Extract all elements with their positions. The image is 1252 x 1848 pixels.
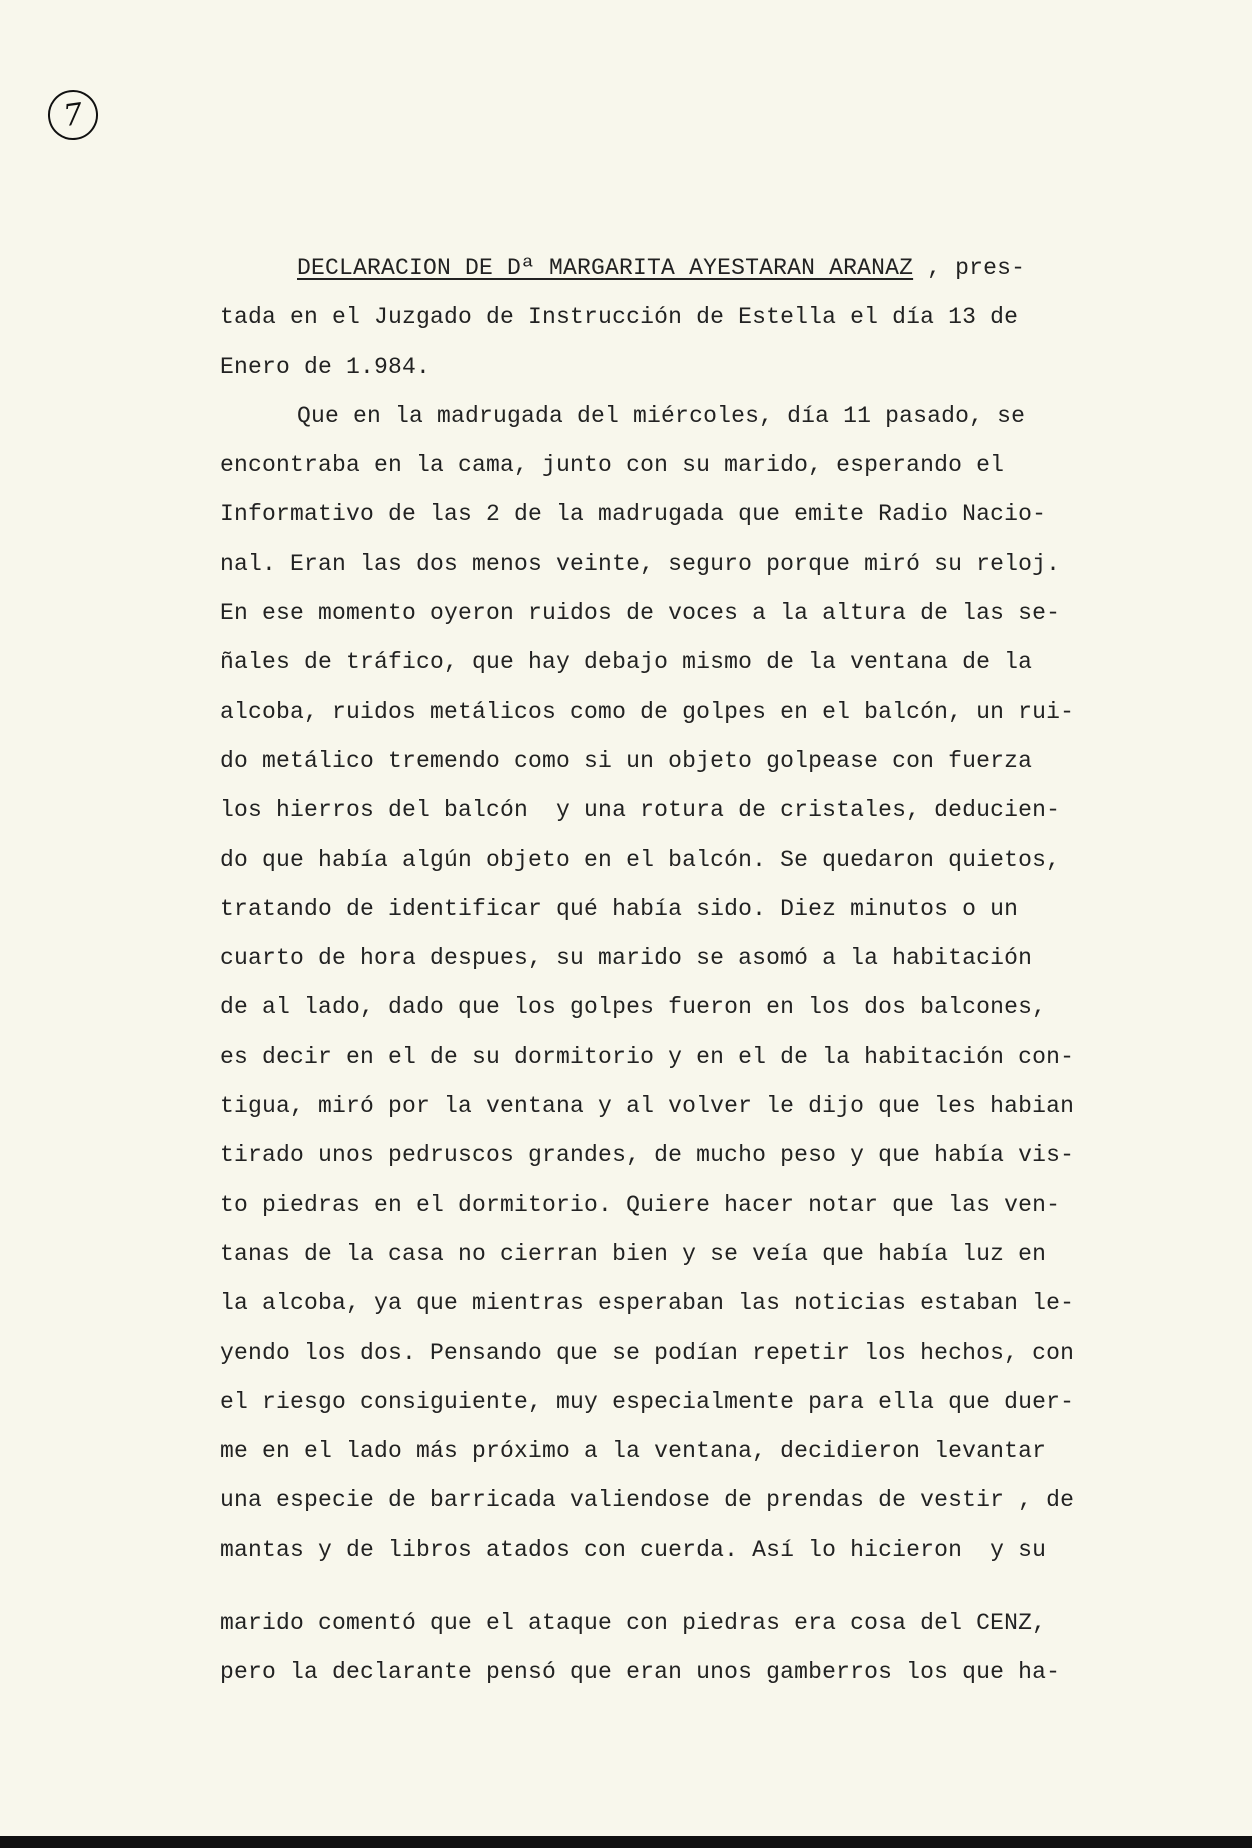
declaration-title: DECLARACION DE Dª MARGARITA AYESTARAN ARANAZ bbox=[297, 255, 914, 281]
text-line: tanas de la casa no cierran bien y se veía que había luz en bbox=[220, 1240, 1047, 1267]
text-line: tirado unos pedruscos grandes, de mucho peso y que había vis- bbox=[220, 1142, 1075, 1169]
text-line: Enero de 1.984. bbox=[220, 353, 431, 380]
text-line: mantas y de libros atados con cuerda. Así lo hicieron y su bbox=[220, 1536, 1047, 1563]
text-line: la alcoba, ya que mientras esperaban las noticias estaban le- bbox=[220, 1290, 1075, 1317]
text-line: tratando de identificar qué había sido. Diez minutos o un bbox=[220, 895, 1019, 922]
declaration-text bbox=[220, 244, 1150, 1698]
text-line: alcoba, ruidos metálicos como de golpes en el balcón, un rui- bbox=[220, 698, 1075, 725]
text-line: una especie de barricada valiendose de prendas de vestir , de bbox=[220, 1487, 1075, 1514]
text-line: de al lado, dado que los golpes fueron en los dos balcones, bbox=[220, 994, 1047, 1021]
text-line: Que en la madrugada del miércoles, día 11 pasado, se bbox=[297, 402, 1026, 429]
page-number-text: 7 bbox=[61, 96, 85, 134]
text-line: to piedras en el dormitorio. Quiere hacer notar que las ven- bbox=[220, 1191, 1061, 1218]
text-line: marido comentó que el ataque con piedras era cosa del CENZ, bbox=[220, 1610, 1047, 1637]
text-line: do que había algún objeto en el balcón. Se quedaron quietos, bbox=[220, 846, 1061, 873]
text-line: do metálico tremendo como si un objeto golpease con fuerza bbox=[220, 747, 1033, 774]
text-line: pero la declarante pensó que eran unos gamberros los que ha- bbox=[220, 1659, 1061, 1686]
text-line: ñales de tráfico, que hay debajo mismo de la ventana de la bbox=[220, 649, 1033, 676]
text-line: encontraba en la cama, junto con su marido, esperando el bbox=[220, 452, 1005, 479]
text-line: es decir en el de su dormitorio y en el de la habitación con- bbox=[220, 1043, 1075, 1070]
text-line: los hierros del balcón y una rotura de cristales, deducien- bbox=[220, 797, 1061, 824]
text-line: cuarto de hora despues, su marido se asomó a la habitación bbox=[220, 945, 1033, 972]
text-line: nal. Eran las dos menos veinte, seguro porque miró su reloj. bbox=[220, 550, 1061, 577]
text-line: tada en el Juzgado de Instrucción de Estella el día 13 de bbox=[220, 304, 1019, 331]
page-number-mark bbox=[45, 87, 101, 143]
text-line: En ese momento oyeron ruidos de voces a la altura de las se- bbox=[220, 600, 1061, 627]
declaration-title-line bbox=[220, 244, 1150, 293]
scan-bottom-edge bbox=[0, 1836, 1252, 1848]
text-line: el riesgo consiguiente, muy especialmente para ella que duer- bbox=[220, 1388, 1075, 1415]
line-gap bbox=[220, 1575, 1150, 1599]
text-line: Informativo de las 2 de la madrugada que emite Radio Nacio- bbox=[220, 501, 1047, 528]
declaration-title-suffix: , pres- bbox=[913, 255, 1026, 281]
text-line: tigua, miró por la ventana y al volver le dijo que les habian bbox=[220, 1093, 1075, 1120]
text-line: yendo los dos. Pensando que se podían repetir los hechos, con bbox=[220, 1339, 1075, 1366]
text-line: me en el lado más próximo a la ventana, decidieron levantar bbox=[220, 1438, 1047, 1465]
